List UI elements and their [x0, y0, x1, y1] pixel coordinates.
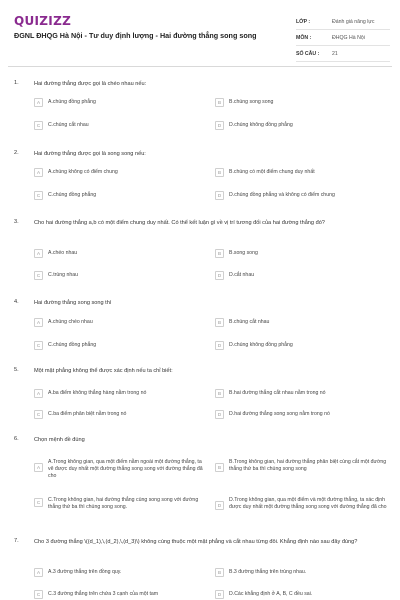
- option-d[interactable]: [215, 121, 389, 130]
- option-letter-box: A: [34, 318, 43, 327]
- option-d[interactable]: [215, 410, 389, 419]
- option-a[interactable]: [34, 249, 208, 258]
- question-text: Hai đường thẳng được gọi là song song nếu:: [34, 151, 146, 157]
- option-text: A.ba điểm không thẳng hàng nằm trong nó: [48, 390, 147, 396]
- option-a[interactable]: [34, 458, 208, 480]
- question-number: 4.: [14, 299, 19, 305]
- option-b[interactable]: [215, 568, 389, 577]
- option-c[interactable]: [34, 271, 208, 280]
- option-d[interactable]: [215, 496, 389, 511]
- option-c[interactable]: [34, 341, 208, 350]
- option-c[interactable]: [34, 410, 208, 419]
- option-text: C.chúng đồng phẳng: [48, 342, 97, 348]
- option-b[interactable]: [215, 458, 389, 473]
- option-letter-box: D: [215, 271, 224, 280]
- question-text: Chọn mệnh đề đúng: [34, 437, 85, 443]
- question-text: Cho 3 đường thẳng \((d_1),\,(d_2),\,(d_3)\) không cùng thuộc một mặt phẳng và cắt nhau từng đôi. Khẳng định nào sau đây đúng?: [34, 539, 358, 545]
- meta-label: MÔN :: [296, 34, 312, 41]
- question-number: 1.: [14, 80, 19, 86]
- option-letter-box: D: [215, 191, 224, 200]
- option-text: A.Trong không gian, qua một điểm nằm ngoài một đường thẳng, ta vẽ được duy nhất một đường thẳng song song với đường thẳng đã cho: [48, 459, 203, 479]
- option-letter-box: D: [215, 501, 224, 510]
- option-text: B.3 đường thẳng trên trùng nhau.: [229, 569, 307, 575]
- option-letter-box: A: [34, 568, 43, 577]
- option-letter-box: D: [215, 121, 224, 130]
- option-letter-box: C: [34, 590, 43, 599]
- question-number: 3.: [14, 219, 19, 225]
- option-text: D.chúng đồng phẳng và không có điểm chung: [229, 192, 335, 198]
- meta-label: SỐ CÂU :: [296, 50, 320, 57]
- option-b[interactable]: [215, 318, 389, 327]
- option-d[interactable]: [215, 341, 389, 350]
- option-text: A.chúng không có điểm chung: [48, 169, 118, 175]
- option-letter-box: A: [34, 168, 43, 177]
- option-text: C.chúng cắt nhau: [48, 122, 89, 128]
- option-letter-box: B: [215, 249, 224, 258]
- option-letter-box: B: [215, 98, 224, 107]
- question-text: Cho hai đường thẳng a,b có một điểm chung duy nhất. Có thể kết luận gì về vị trí tương đối của hai đường thẳng đó?: [34, 220, 325, 226]
- option-text: D.Trong không gian, qua một điểm và một đường thẳng, ta xác định được duy nhất một đường thẳng song song với đường thẳng đã cho: [229, 497, 387, 510]
- option-a[interactable]: [34, 318, 208, 327]
- option-c[interactable]: [34, 496, 208, 511]
- option-letter-box: A: [34, 389, 43, 398]
- option-a[interactable]: [34, 389, 208, 398]
- meta-value: Đánh giá năng lực: [332, 18, 375, 25]
- option-text: D.hai đường thẳng song song nằm trong nó: [229, 411, 330, 417]
- meta-row-count: [296, 46, 390, 62]
- meta-row-class: [296, 14, 390, 30]
- meta-value: 21: [332, 50, 338, 57]
- option-a[interactable]: [34, 168, 208, 177]
- option-text: D.chúng không đồng phẳng: [229, 122, 293, 128]
- option-d[interactable]: [215, 590, 389, 599]
- option-letter-box: B: [215, 168, 224, 177]
- option-text: C.trùng nhau: [48, 272, 78, 278]
- question-number: 5.: [14, 367, 19, 373]
- option-text: D.Các khẳng định ở A, B, C đều sai.: [229, 591, 313, 597]
- option-letter-box: C: [34, 191, 43, 200]
- option-text: A.chúng đồng phẳng: [48, 99, 96, 105]
- question-number: 7.: [14, 538, 19, 544]
- worksheet-header: [0, 0, 400, 64]
- meta-label: LỚP :: [296, 18, 311, 25]
- option-b[interactable]: [215, 98, 389, 107]
- option-letter-box: A: [34, 98, 43, 107]
- question-text: Hai đường thẳng được gọi là chéo nhau nếu:: [34, 81, 147, 87]
- option-letter-box: B: [215, 463, 224, 472]
- option-d[interactable]: [215, 191, 389, 200]
- option-text: B.chúng có một điểm chung duy nhất: [229, 169, 315, 175]
- option-text: B.chúng cắt nhau: [229, 319, 270, 325]
- option-c[interactable]: [34, 590, 208, 599]
- option-text: B.hai đường thẳng cắt nhau nằm trong nó: [229, 390, 326, 396]
- option-letter-box: B: [215, 389, 224, 398]
- option-text: A.chúng chéo nhau: [48, 319, 93, 325]
- option-text: A.chéo nhau: [48, 250, 78, 256]
- option-b[interactable]: [215, 168, 389, 177]
- meta-value: ĐHQG Hà Nội: [332, 34, 365, 41]
- option-letter-box: C: [34, 341, 43, 350]
- option-letter-box: D: [215, 341, 224, 350]
- option-text: D.chúng không đồng phẳng: [229, 342, 293, 348]
- option-b[interactable]: [215, 249, 389, 258]
- option-text: A.3 đường thẳng trên đồng quy.: [48, 569, 122, 575]
- meta-row-subject: [296, 30, 390, 46]
- quizizz-logo: QUIZIZZ: [14, 14, 72, 28]
- option-letter-box: B: [215, 318, 224, 327]
- option-letter-box: A: [34, 249, 43, 258]
- option-d[interactable]: [215, 271, 389, 280]
- option-letter-box: D: [215, 590, 224, 599]
- header-divider: [8, 66, 392, 67]
- option-letter-box: C: [34, 410, 43, 419]
- option-text: C.3 đường thẳng trên chứa 3 cạnh của một tam: [48, 591, 159, 597]
- question-text: Một mặt phẳng không thể được xác định nếu ta chỉ biết:: [34, 368, 173, 374]
- option-text: C.chúng đồng phẳng: [48, 192, 97, 198]
- option-a[interactable]: [34, 98, 208, 107]
- option-text: B.chúng song song: [229, 99, 274, 105]
- option-text: C.ba điểm phân biệt nằm trong nó: [48, 411, 127, 417]
- option-text: B.Trong không gian, hai đường thẳng phân biệt cùng cắt một đường thẳng thứ ba thì chúng song song: [229, 459, 387, 472]
- option-b[interactable]: [215, 389, 389, 398]
- option-letter-box: C: [34, 271, 43, 280]
- option-c[interactable]: [34, 191, 208, 200]
- question-number: 6.: [14, 436, 19, 442]
- page-title: ĐGNL ĐHQG Hà Nội - Tư duy định lượng - Hai đường thẳng song song: [14, 31, 257, 40]
- option-text: D.cắt nhau: [229, 272, 255, 278]
- option-text: C.Trong không gian, hai đường thẳng cùng song song với đường thẳng thứ ba thì chúng song song.: [48, 497, 199, 510]
- question-text: Hai đường thẳng song song thì: [34, 300, 112, 306]
- option-text: B.song song: [229, 250, 258, 256]
- option-letter-box: A: [34, 463, 43, 472]
- question-number: 2.: [14, 150, 19, 156]
- option-a[interactable]: [34, 568, 208, 577]
- option-letter-box: D: [215, 410, 224, 419]
- option-letter-box: B: [215, 568, 224, 577]
- option-letter-box: C: [34, 121, 43, 130]
- option-c[interactable]: [34, 121, 208, 130]
- option-letter-box: C: [34, 498, 43, 507]
- meta-box: [296, 14, 390, 62]
